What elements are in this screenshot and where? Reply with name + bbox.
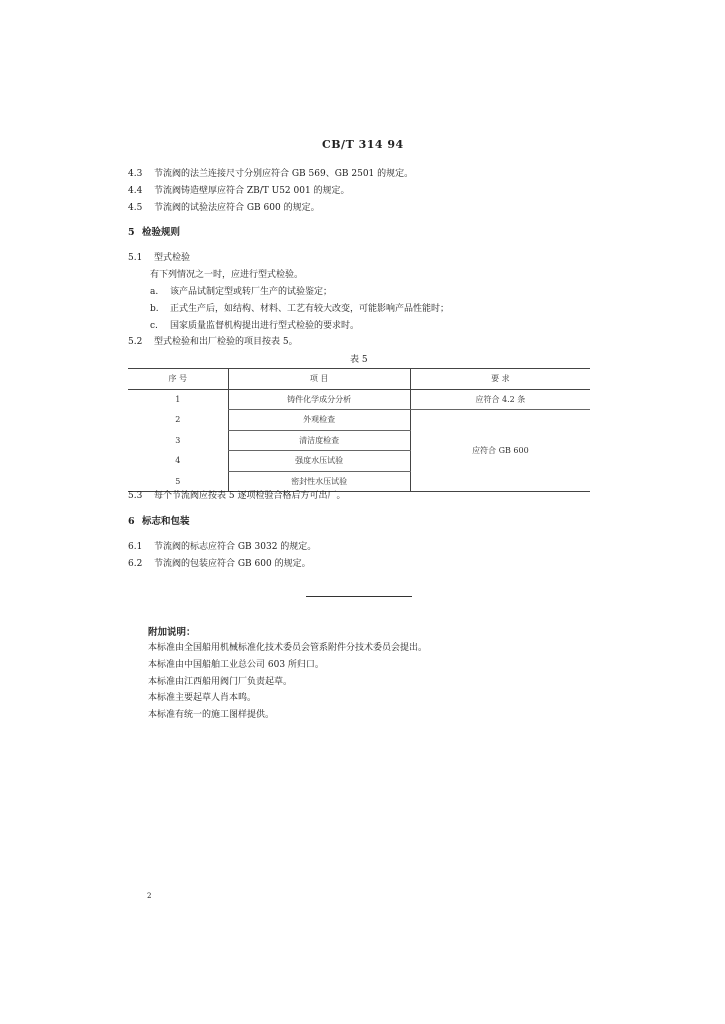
standard-code-header: CB/T 314 94 xyxy=(322,138,404,151)
clause-number: 5.1 xyxy=(128,253,143,263)
section-6-heading xyxy=(128,516,190,528)
row-no: 1 xyxy=(175,395,181,404)
clause-text: 节流阀的标志应符合 GB 3032 的规定。 xyxy=(154,542,317,552)
section-title: 检验规则 xyxy=(142,227,181,238)
list-text: 该产品试制定型或转厂生产的试验鉴定； xyxy=(170,287,333,297)
list-text: 正式生产后，如结构、材料、工艺有较大改变，可能影响产品性能时； xyxy=(170,304,450,314)
clause-6-2 xyxy=(128,558,311,570)
table-caption: 表 5 xyxy=(350,355,368,365)
list-label: a. xyxy=(150,287,159,297)
list-label: c. xyxy=(150,321,158,331)
clause-text: 节流阀的包装应符合 GB 600 的规定。 xyxy=(154,559,311,569)
merged-requirement: 应符合 GB 600 xyxy=(410,410,590,492)
notes-title: 附加说明： xyxy=(148,627,196,638)
row-item: 强度水压试验 xyxy=(228,451,410,472)
header-item: 项 目 xyxy=(228,369,410,390)
clause-number: 5.3 xyxy=(128,491,143,501)
clause-5-1-heading xyxy=(128,252,190,264)
list-item-c xyxy=(150,320,359,332)
list-label: b. xyxy=(150,304,159,314)
row-requirement: 应符合 4.2 条 xyxy=(410,389,590,410)
section-number: 6 xyxy=(128,516,135,527)
clause-4-5 xyxy=(128,202,320,214)
note-line: 本标准由江西船用阀门厂负责起草。 xyxy=(148,677,293,687)
header-no: 序 号 xyxy=(128,369,228,390)
clause-title: 型式检验 xyxy=(154,253,191,263)
table-header-row xyxy=(128,369,590,390)
clause-4-3 xyxy=(128,168,413,180)
section-number: 5 xyxy=(128,227,135,238)
row-item: 铸件化学成分分析 xyxy=(228,389,410,410)
list-item-a xyxy=(150,286,332,298)
clause-6-1 xyxy=(128,541,316,553)
table-row xyxy=(128,410,590,431)
table-row xyxy=(128,389,590,410)
note-line: 本标准由中国船舶工业总公司 603 所归口。 xyxy=(148,660,324,670)
row-item: 清洁度检查 xyxy=(228,430,410,451)
row-no: 4 xyxy=(175,456,181,466)
clause-5-1-intro: 有下列情况之一时，应进行型式检验。 xyxy=(150,270,304,280)
note-line: 本标准有统一的施工图样提供。 xyxy=(148,710,275,720)
page-number: 2 xyxy=(147,892,152,900)
row-no: 2 xyxy=(175,415,181,425)
row-item: 密封性水压试验 xyxy=(228,471,410,492)
clause-text: 节流阀的试验法应符合 GB 600 的规定。 xyxy=(154,203,320,213)
clause-text: 节流阀的法兰连接尺寸分别应符合 GB 569、GB 2501 的规定。 xyxy=(154,169,414,179)
clause-4-4 xyxy=(128,185,350,197)
clause-number: 4.3 xyxy=(128,169,143,179)
list-text: 国家质量监督机构提出进行型式检验的要求时。 xyxy=(170,321,360,331)
row-no: 3 xyxy=(175,435,181,445)
clause-text: 每个节流阀应按表 5 逐项检验合格后方可出厂。 xyxy=(154,491,346,501)
clause-5-3 xyxy=(128,490,345,502)
row-no: 5 xyxy=(128,471,228,492)
note-line: 本标准主要起草人肖本鸣。 xyxy=(148,693,257,703)
clause-number: 4.5 xyxy=(128,203,143,213)
row-item: 外观检查 xyxy=(228,410,410,431)
section-title: 标志和包装 xyxy=(142,516,190,527)
clause-number: 6.2 xyxy=(128,559,143,569)
divider-rule xyxy=(306,596,412,597)
clause-number: 5.2 xyxy=(128,337,143,347)
clause-number: 6.1 xyxy=(128,542,143,552)
clause-text: 型式检验和出厂检验的项目按表 5。 xyxy=(154,337,298,347)
list-item-b xyxy=(150,303,449,315)
clause-number: 4.4 xyxy=(128,186,143,196)
section-5-heading xyxy=(128,227,180,239)
inspection-table xyxy=(128,368,590,492)
note-line: 本标准由全国船用机械标准化技术委员会管系附件分技术委员会提出。 xyxy=(148,643,428,653)
clause-5-2 xyxy=(128,336,298,348)
header-requirement: 要 求 xyxy=(410,369,590,390)
clause-text: 节流阀铸造壁厚应符合 ZB/T U52 001 的规定。 xyxy=(154,186,350,196)
